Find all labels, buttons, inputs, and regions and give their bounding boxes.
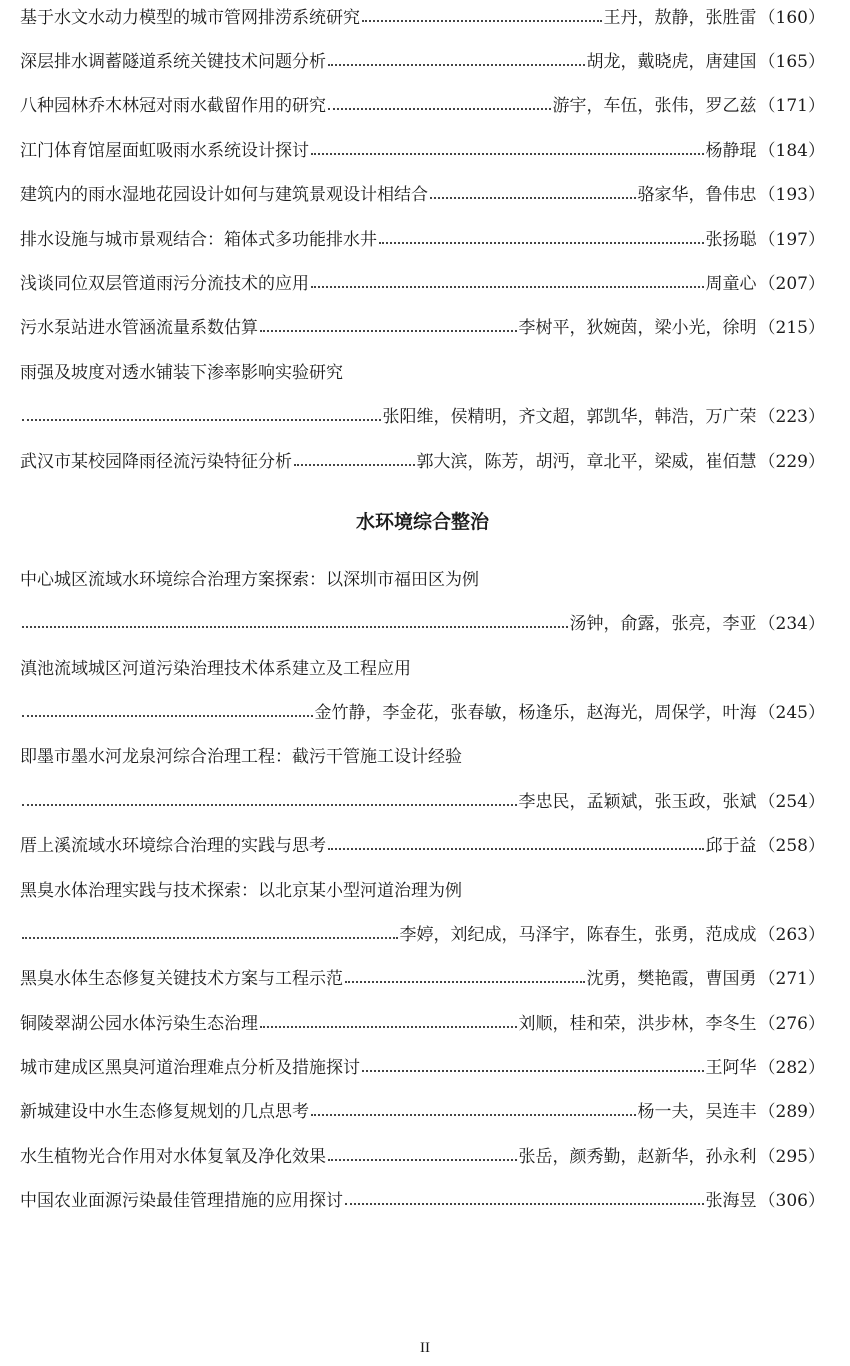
toc-entry-authors-line[interactable]	[20, 402, 825, 432]
entry-page: （193）	[758, 185, 825, 205]
toc-entry[interactable]	[20, 1097, 825, 1127]
entry-authors: 游宇，车伍，张伟，罗乙兹	[552, 96, 757, 116]
entry-page: （295）	[758, 1147, 825, 1167]
toc-entry[interactable]	[20, 447, 825, 477]
entry-authors: 李婷，刘纪成，马泽宇，陈春生，张勇，范成成	[399, 925, 757, 945]
toc-entry-title-line[interactable]	[20, 565, 825, 595]
dot-leader	[362, 1053, 704, 1083]
dot-leader	[311, 1097, 636, 1127]
dot-leader	[260, 313, 517, 343]
entry-page: （197）	[758, 230, 825, 250]
entry-authors: 郭大滨，陈芳，胡沔，章北平，梁威，崔佰慧	[416, 452, 757, 472]
toc-entry[interactable]	[20, 831, 825, 861]
dot-leader	[294, 447, 415, 477]
dot-leader	[328, 831, 704, 861]
entry-page: （276）	[758, 1014, 825, 1034]
dot-leader	[328, 1142, 517, 1172]
dot-leader	[311, 136, 704, 166]
entry-title: 即墨市墨水河龙泉河综合治理工程：截污干管施工设计经验	[20, 747, 462, 767]
entry-title: 深层排水调蓄隧道系统关键技术问题分析	[20, 52, 326, 72]
dot-leader	[311, 269, 704, 299]
toc-entry[interactable]	[20, 47, 825, 77]
entry-authors: 杨静琨	[705, 141, 757, 161]
dot-leader	[362, 3, 602, 33]
toc-entry[interactable]	[20, 269, 825, 299]
entry-title: 中国农业面源污染最佳管理措施的应用探讨	[20, 1191, 343, 1211]
entry-title: 雨强及坡度对透水铺装下渗率影响实验研究	[20, 363, 343, 383]
entry-title: 水生植物光合作用对水体复氧及净化效果	[20, 1147, 326, 1167]
entry-title: 黑臭水体生态修复关键技术方案与工程示范	[20, 969, 343, 989]
entry-title: 黑臭水体治理实践与技术探索：以北京某小型河道治理为例	[20, 881, 462, 901]
toc-entry-authors-line[interactable]	[20, 787, 825, 817]
toc-entry[interactable]	[20, 91, 825, 121]
entry-authors: 王阿华	[705, 1058, 757, 1078]
toc-entry-title-line[interactable]	[20, 876, 825, 906]
entry-page: （254）	[758, 792, 825, 812]
entry-title: 城市建成区黑臭河道治理难点分析及措施探讨	[20, 1058, 360, 1078]
entry-page: （171）	[758, 96, 825, 116]
entry-title: 江门体育馆屋面虹吸雨水系统设计探讨	[20, 141, 309, 161]
page-number-footer: II	[420, 1340, 430, 1356]
entry-page: （282）	[758, 1058, 825, 1078]
toc-entry-title-line[interactable]	[20, 654, 825, 684]
toc-entry[interactable]	[20, 1186, 825, 1216]
toc-entry[interactable]	[20, 3, 825, 33]
toc-entry-authors-line[interactable]	[20, 920, 825, 950]
entry-page: （289）	[758, 1102, 825, 1122]
entry-page: （258）	[758, 836, 825, 856]
entry-page: （165）	[758, 52, 825, 72]
toc-entry[interactable]	[20, 136, 825, 166]
entry-authors: 邱于益	[705, 836, 757, 856]
dot-leader	[22, 920, 398, 950]
entry-title: 厝上溪流域水环境综合治理的实践与思考	[20, 836, 326, 856]
dot-leader	[430, 180, 636, 210]
dot-leader	[22, 787, 517, 817]
entry-page: （245）	[758, 703, 825, 723]
dot-leader	[345, 964, 585, 994]
entry-authors: 王丹，敖静，张胜雷	[603, 8, 757, 28]
entry-title: 浅谈同位双层管道雨污分流技术的应用	[20, 274, 309, 294]
entry-page: （223）	[758, 407, 825, 427]
entry-authors: 张海昱	[705, 1191, 757, 1211]
dot-leader	[345, 1186, 704, 1216]
entry-authors: 沈勇，樊艳霞，曹国勇	[586, 969, 757, 989]
entry-authors: 周童心	[705, 274, 757, 294]
toc-entry-title-line[interactable]	[20, 358, 825, 388]
toc-entry[interactable]	[20, 313, 825, 343]
dot-leader	[328, 91, 551, 121]
entry-page: （263）	[758, 925, 825, 945]
entry-page: （229）	[758, 452, 825, 472]
entry-title: 中心城区流域水环境综合治理方案探索：以深圳市福田区为例	[20, 570, 479, 590]
entry-page: （215）	[758, 318, 825, 338]
entry-authors: 金竹静，李金花，张春敏，杨逢乐，赵海光，周保学，叶海	[314, 703, 757, 723]
entry-title: 建筑内的雨水湿地花园设计如何与建筑景观设计相结合	[20, 185, 428, 205]
entry-authors: 李树平，狄婉茵，梁小光，徐明	[518, 318, 757, 338]
entry-authors: 张阳维，侯精明，齐文超，郭凯华，韩浩，万广荣	[382, 407, 757, 427]
entry-authors: 汤钟，俞露，张亮，李亚	[569, 614, 757, 634]
dot-leader	[328, 47, 585, 77]
entry-title: 八种园林乔木林冠对雨水截留作用的研究	[20, 96, 326, 116]
entry-page: （234）	[758, 614, 825, 634]
dot-leader	[260, 1009, 517, 1039]
entry-authors: 杨一夫，吴连丰	[637, 1102, 757, 1122]
entry-page: （160）	[758, 8, 825, 28]
toc-entry[interactable]	[20, 1142, 825, 1172]
dot-leader	[379, 225, 704, 255]
toc-entry[interactable]	[20, 1009, 825, 1039]
entry-title: 武汉市某校园降雨径流污染特征分析	[20, 452, 292, 472]
toc-entry[interactable]	[20, 225, 825, 255]
entry-authors: 李忠民，孟颖斌，张玉政，张斌	[518, 792, 757, 812]
toc-entry-authors-line[interactable]	[20, 698, 825, 728]
toc-entry[interactable]	[20, 964, 825, 994]
entry-title: 滇池流域城区河道污染治理技术体系建立及工程应用	[20, 659, 411, 679]
entry-authors: 张岳，颜秀勤，赵新华，孙永利	[518, 1147, 757, 1167]
entry-authors: 张扬聪	[705, 230, 757, 250]
entry-title: 排水设施与城市景观结合：箱体式多功能排水井	[20, 230, 377, 250]
entry-title: 新城建设中水生态修复规划的几点思考	[20, 1102, 309, 1122]
toc-entry-authors-line[interactable]	[20, 609, 825, 639]
dot-leader	[22, 609, 568, 639]
entry-authors: 刘顺，桂和荣，洪步林，李冬生	[518, 1014, 757, 1034]
toc-entry[interactable]	[20, 1053, 825, 1083]
toc-entry[interactable]	[20, 180, 825, 210]
dot-leader	[22, 402, 381, 432]
entry-title: 铜陵翠湖公园水体污染生态治理	[20, 1014, 258, 1034]
entry-page: （271）	[758, 969, 825, 989]
section-heading: 水环境综合整治	[355, 511, 489, 533]
entry-page: （207）	[758, 274, 825, 294]
entry-page: （306）	[758, 1191, 825, 1211]
entry-authors: 胡龙，戴晓虎，唐建国	[586, 52, 757, 72]
entry-title: 污水泵站进水管涵流量系数估算	[20, 318, 258, 338]
dot-leader	[22, 698, 313, 728]
entry-authors: 骆家华，鲁伟忠	[637, 185, 757, 205]
entry-title: 基于水文水动力模型的城市管网排涝系统研究	[20, 8, 360, 28]
entry-page: （184）	[758, 141, 825, 161]
toc-entry-title-line[interactable]	[20, 742, 825, 772]
